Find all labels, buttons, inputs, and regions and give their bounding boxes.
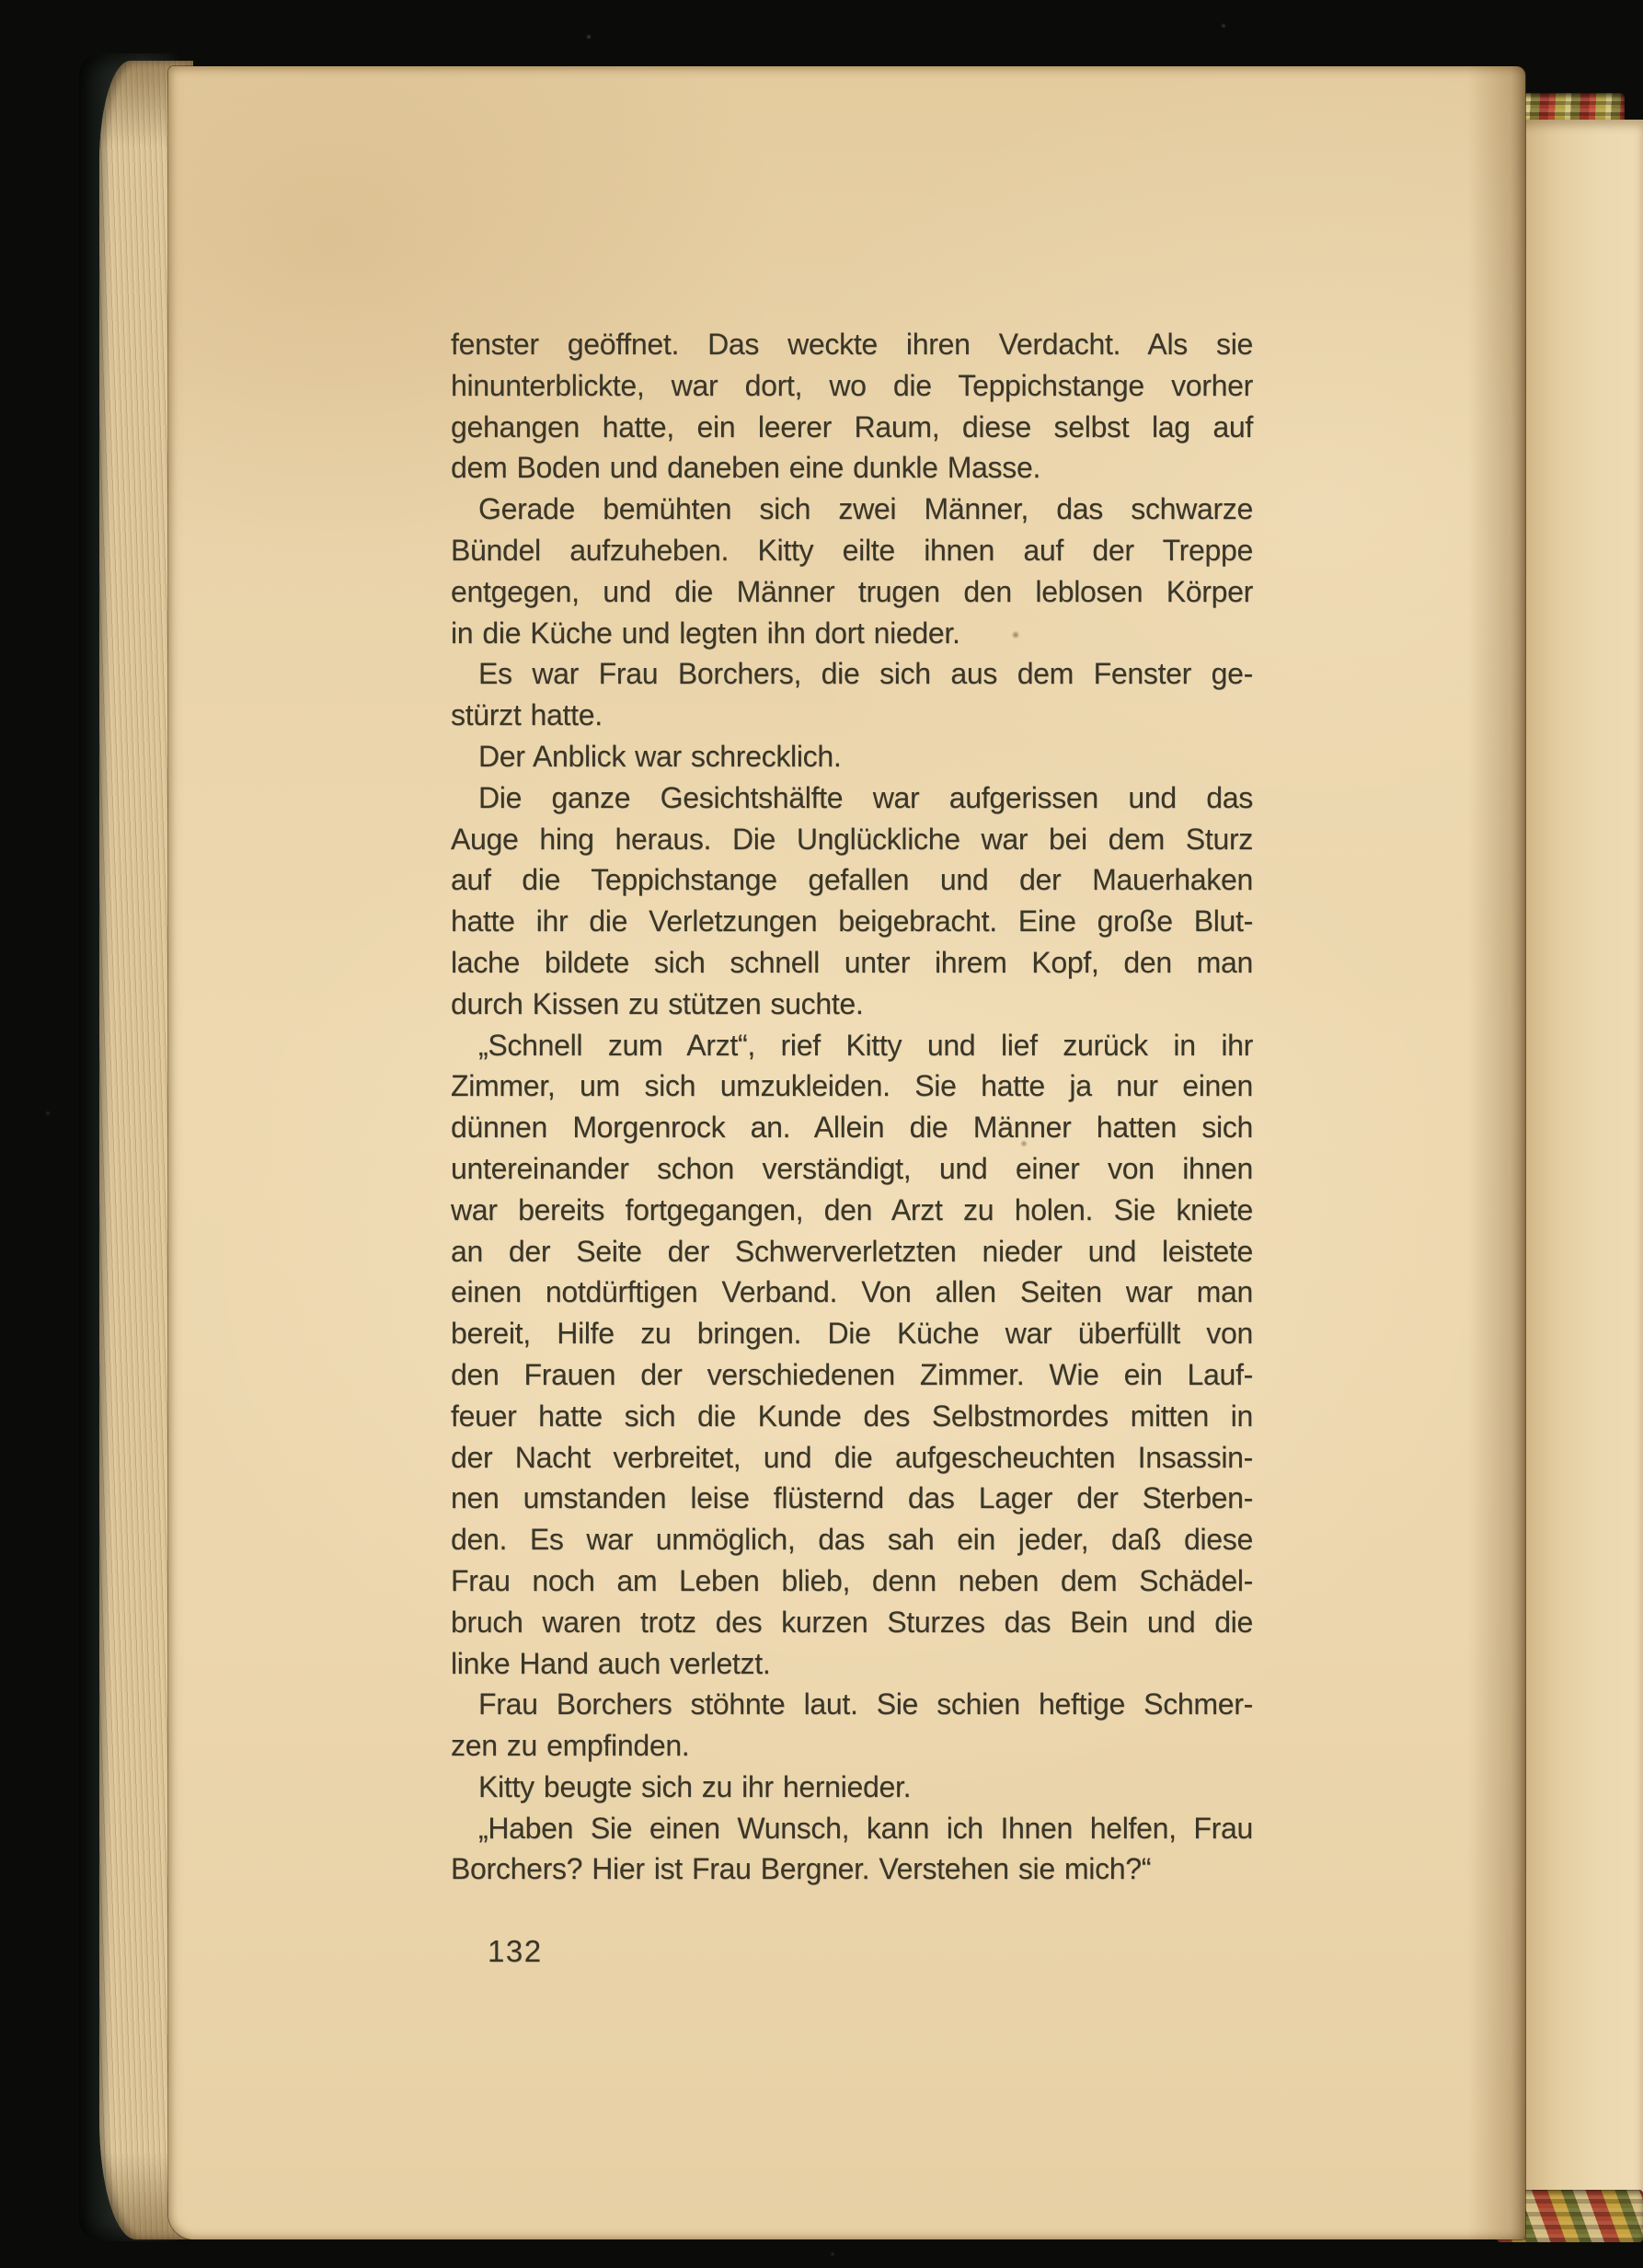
text-line: hatte ihr die Verletzungen beigebracht. Eine große Blut- [451, 904, 1253, 938]
book-page [168, 66, 1525, 2239]
text-line: Gerade bemühten sich zwei Männer, das schwarze [478, 492, 1253, 526]
text-line: Borchers? Hier ist Frau Bergner. Verstehen sie mich?“ [451, 1852, 1152, 1886]
text-line: zen zu empfinden. [451, 1729, 690, 1763]
text-line: „Haben Sie einen Wunsch, kann ich Ihnen helfen, Frau [478, 1811, 1253, 1845]
text-line: der Nacht verbreitet, und die aufgescheuchten Insassin- [451, 1440, 1253, 1474]
text-line: untereinander schon verständigt, und einer von ihnen [451, 1151, 1253, 1185]
text-line: Zimmer, um sich umzukleiden. Sie hatte ja nur einen [451, 1069, 1253, 1103]
text-line: Es war Frau Borchers, die sich aus dem Fenster ge- [478, 657, 1253, 691]
text-line: den Frauen der verschiedenen Zimmer. Wie ein Lauf- [451, 1357, 1253, 1391]
text-line: Frau Borchers stöhnte laut. Sie schien heftige Schmer- [478, 1687, 1253, 1721]
text-line: an der Seite der Schwerverletzten nieder und leistete [451, 1234, 1253, 1268]
text-line: bruch waren trotz des kurzen Sturzes das Bein und die [451, 1605, 1253, 1639]
page-text-block [451, 324, 1253, 1890]
text-line: nen umstanden leise flüsternd das Lager der Sterben- [451, 1481, 1253, 1515]
text-line: linke Hand auch verletzt. [451, 1646, 771, 1680]
text-line: einen notdürftigen Verband. Von allen Seiten war man [451, 1275, 1253, 1309]
text-line: stürzt hatte. [451, 698, 603, 732]
text-line: Kitty beugte sich zu ihr hernieder. [478, 1769, 912, 1803]
text-line: dem Boden und daneben eine dunkle Masse. [451, 451, 1041, 485]
text-line: feuer hatte sich die Kunde des Selbstmordes mitten in [451, 1399, 1253, 1433]
page-number: 132 [488, 1934, 543, 1968]
text-line: war bereits fortgegangen, den Arzt zu holen. Sie kniete [451, 1192, 1253, 1226]
text-line: Die ganze Gesichtshälfte war aufgerissen und das [478, 780, 1253, 814]
text-line: gehangen hatte, ein leerer Raum, diese selbst lag auf [451, 409, 1253, 443]
text-line: in die Küche und legten ihn dort nieder. [451, 616, 960, 650]
text-line: entgegen, und die Männer trugen den leblosen Körper [451, 574, 1253, 608]
text-line: Auge hing heraus. Die Unglückliche war bei dem Sturz [451, 822, 1253, 856]
text-line: bereit, Hilfe zu bringen. Die Küche war überfüllt von [451, 1317, 1253, 1351]
text-line: „Schnell zum Arzt“, rief Kitty und lief zurück in ihr [478, 1028, 1253, 1062]
facing-page-edge [1520, 120, 1643, 2238]
text-line: Bündel aufzuheben. Kitty eilte ihnen auf der Treppe [451, 533, 1253, 567]
text-line: Der Anblick war schrecklich. [478, 739, 842, 773]
text-line: lache bildete sich schnell unter ihrem Kopf, den man [451, 945, 1253, 979]
text-line: den. Es war unmöglich, das sah ein jeder, daß diese [451, 1523, 1253, 1557]
text-line: durch Kissen zu stützen suchte. [451, 986, 864, 1020]
text-line: dünnen Morgenrock an. Allein die Männer hatten sich [451, 1111, 1253, 1145]
text-line: auf die Teppichstange gefallen und der Mauerhaken [451, 863, 1253, 897]
text-line: fenster geöffnet. Das weckte ihren Verdacht. Als sie [451, 328, 1253, 361]
text-line: Frau noch am Leben blieb, denn neben dem Schädel- [451, 1563, 1253, 1597]
text-line: hinunterblickte, war dort, wo die Teppichstange vorher [451, 368, 1253, 402]
